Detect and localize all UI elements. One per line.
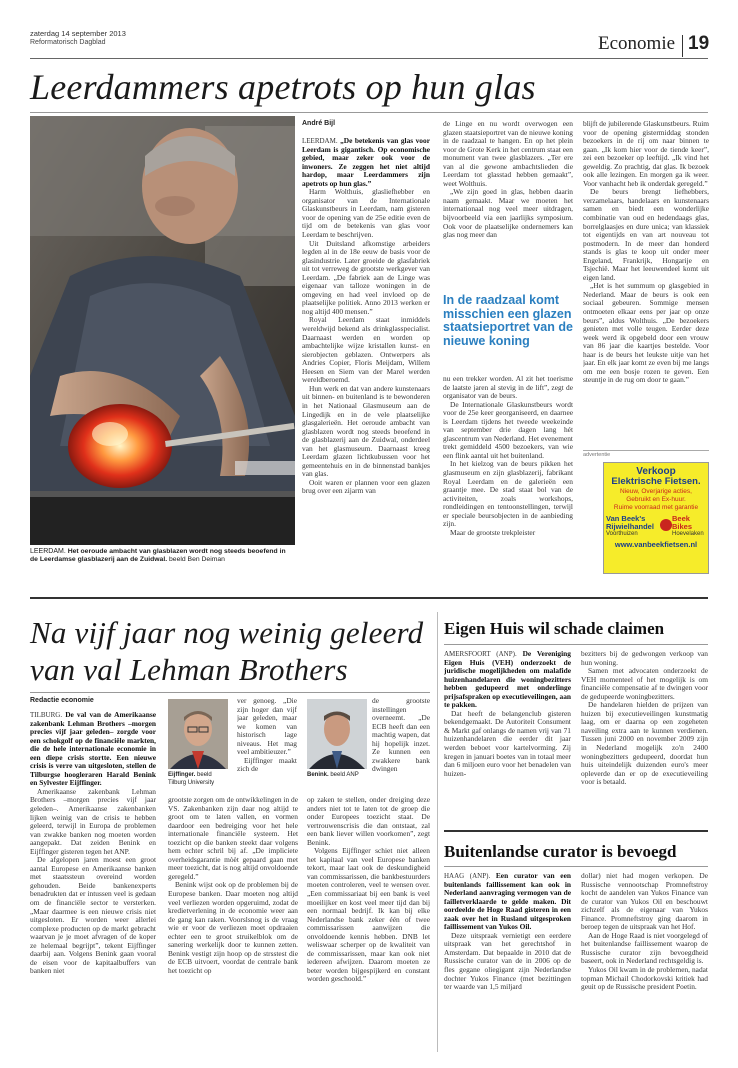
glassblower-photo: [30, 116, 295, 545]
portrait-name: Eijffinger.: [168, 772, 196, 778]
section-divider: [444, 830, 708, 832]
page-number: 19: [688, 33, 710, 54]
pull-quote: In de raadzaal komt misschien een glazen staatsieportret van de nieuwe koning: [443, 293, 573, 348]
dateline: HAAG (ANP).: [444, 872, 491, 880]
article-column-2: [443, 120, 573, 290]
paragraph: Aan de Hoge Raad is niet voorgelegd of het buitenlandse faillissement waarop de Russische curator zijn bevoegdheid baseert, ook in Nederland rechtsgeldig is.: [581, 930, 708, 966]
paragraph: de Linge en nu wordt overwogen een glazen staatsieportret van de nieuwe koning in de raadzaal te hangen. En op het plein voor de Grote Kerk in het centrum staat een monument van twee glasblazers. „Ter ere van al die gewone ambachtslieden die Leerdam tot glasstad hebben gemaakt”, weet Wolthuis.: [443, 120, 573, 188]
photo-caption: [30, 548, 295, 564]
portrait-credit: beeld Tilburg University: [168, 772, 215, 786]
advert-url[interactable]: www.vanbeekfietsen.nl: [614, 540, 698, 549]
shop2-city: Hoevelaken: [672, 531, 704, 537]
article-column-1: [302, 137, 430, 573]
article-column-2: [237, 697, 297, 792]
paragraph: grootste zorgen om de ontwikkelingen in de VS. Zakenbanken zijn daar nog altijd te groot om te laten vallen, en vormen daardoor een bedreiging voor het hele internationale financiële systeem. Het toezicht op die banken steekt daar volgens hem echter schril bij af. „De impliciete overheidsgarantie mòèt gepaard gaan met meer toezicht, dat is nog altijd onvoldoende geregeld.”: [168, 796, 298, 881]
paragraph: Yukos Oil kwam in de problemen, nadat topman Michail Chodorkovski kritiek had geuit op de Russische president Poetin.: [581, 965, 708, 992]
bike-logo: [660, 519, 672, 531]
article-column-3: [583, 120, 709, 445]
paragraph: Benink wijst ook op de problemen bij de Europese banken. Daar moeten nog altijd veel verliezen worden opgeruimd, zodat de kredietverlening in de economie weer aan de gang kan raken. Voorslsnog is de vraag wie er voor de verliezen moet opdraaien echter een te groot struikelblok om de sanering werkelijk door te kunnen zetten. Benink vestigt zijn hoop op de strsstest die de ECB uitvoert, voordat de centrale bank het toezicht op: [168, 880, 298, 975]
paragraph: „We zijn goed in glas, hebben daarin naam gemaakt. Maar we moeten het internationaal nog veel meer uitdragen, bijvoorbeeld via een jaarlijks symposium. Ook voor de plaatselijke ondernemers kan glas nog meer dan: [443, 187, 573, 240]
bike-advert[interactable]: [603, 462, 709, 574]
portrait-name: Benink.: [307, 772, 329, 778]
portrait-caption: [307, 772, 367, 780]
paragraph: Harm Wolthuis, glasliefhebber en organisator van de Internationale Glaskunstbeurs in Leerdam, nam gisteren voor de opening van de 25e editie even de tijd om de betekenis van glas voor Leerdam te beschrijven.: [302, 187, 430, 240]
article-column-2: [581, 650, 708, 810]
byline: Redactie economie: [30, 697, 94, 704]
paragraph: Maar de grootste trekpleister: [450, 527, 536, 537]
article-column-2: [581, 872, 708, 1052]
paragraph: Uit Duitsland afkomstige arbeiders legden al in de 18e eeuw de basis voor de glasindustrie. Later groeide de glasfabriek uit tot verreweg de grootste werkgever van Leerdam. „De fabriek aan de Linge was eigenaar van talloze woningen in de omgeving en had veel invloed op de plaatselijke politiek. Anno 2013 werken er nog altijd 400 mensen.”: [302, 238, 430, 316]
header-paper-name: Reformatorisch Dagblad: [30, 39, 106, 46]
article-lead: Een curator van een buitenlands faillissement kan ook in Nederland aanvraging vermogen van de failletverklaarde te gelde maken. Dit oordeelde de Hoge Raad gisteren in een zaak over het in Rusland uitgesproken faillissement van Yukos Oil.: [444, 872, 571, 932]
paragraph: op zaken te stellen, onder dreiging deze anders niet tot te laten tot de groep die onder Europees toezicht staat. De vertrouwenscrisis die dan ontstaat, zal een bank liever willen voorkomen”, zegt Benink.: [307, 796, 430, 847]
paragraph: nu een trekker worden. Al zit het toerisme de laatste jaren al stevig in de lift”, zegt de organisator van de beurs.: [443, 375, 573, 401]
article-headline: Buitenlandse curator is bevoegd: [444, 842, 677, 861]
headline-rule: [30, 692, 430, 693]
dateline: LEERDAM.: [302, 137, 338, 145]
paragraph: „Het is het summum op glasgebied in Nederland. Maar de beurs is ook een sociaal gebeuren. Sommige mensen ontmoeten elkaar eens per jaar op onze beurs”, aldus Wolthuis. „De bezoekers genieten met volle teugen. Eerder deze week werd ik opgebeld door een vrouw van 86 jaar die kaartjes bestelde. Voor haar is de beurs het leukste uitje van het jaar. En elk jaar komt ze even bij me langs om me een bosje rozen te geven. Een steuntje in de rug om door te gaan.”: [583, 281, 709, 385]
dateline: AMERSFOORT (ANP).: [444, 650, 517, 658]
caption-text: Het oeroude ambacht van glasblazen wordt nog steeds beoefend in de Leerdamse glasblazerij aan de Zuidwal.: [30, 548, 286, 563]
article-column-3b: [307, 796, 430, 1051]
header-divider: [682, 35, 683, 57]
paragraph: Amerikaanse zakenbank Lehman Brothers –morgen precies vijf jaar geleden–. Amerikaanse zakenbanken lijken weinig van de crisis te hebben geleerd, terwijl in Europa de problemen van zwakke banken nog moeten worden aangepakt. Dat zeiden Benink en Eijffinger gisteren tegen het ANP.: [30, 786, 156, 856]
paragraph: In het kielzog van de beurs pikken het glasmuseum en zijn glasblazerij, fabrikant Royal Leerdam en de galerieën een graantje mee. De stad staat bol van de activiteiten, zoals workshops, rondleidingen en tentoonstellingen, terwijl er speciale beursobjecten in de aanbieding zijn.: [443, 459, 573, 529]
shop2-name: Bikes: [672, 522, 693, 531]
paragraph: Deze uitspraak vernietigt een eerdere uitspraak van het gerechtshof in Amsterdam. Dat bepaalde in 2010 dat de Russische curator van de in 2006 op de fles gegane oliegigant zijn Nederlandse dochter Yukos Finance (met bezittingen ter waarde van 1,5 miljard: [444, 930, 571, 992]
header-rule: [30, 58, 708, 59]
advert-line: Ruime voorraad met garantie: [613, 504, 699, 511]
advert-title: Verkoop: [636, 466, 676, 477]
article-column-1: [30, 711, 156, 1051]
section-title: Economie: [598, 33, 676, 54]
caption-credit: beeld Ben Deiman: [169, 556, 225, 563]
headline-rule: [444, 644, 708, 645]
byline: André Bijl: [302, 120, 336, 127]
portrait-caption: [168, 772, 230, 787]
paragraph: Dat heeft de belangenclub gisteren bekendgemaakt. De Autoriteit Consument & Markt gaf onlangs de namen vrij van 71 huizenhandelaren die eerder dit jaar werden beboet voor kartelvorming. Zij kregen in januari boetes van in totaal meer dan 6 miljoen euro voor het benadelen van huizen-: [444, 708, 571, 778]
header-date: zaterdag 14 september 2013: [30, 29, 126, 38]
paragraph: De Internationale Glaskunstbeurs wordt voor de 25e keer georganiseerd, en daarnee is Leerdam tijdens het tweede weekeinde van september drie dagen lang hét glascentrum van Nederland. Het evenement trekt gemiddeld 4500 bezoekers, van wie een flink aantal uit het buitenland.: [443, 399, 573, 460]
article-lead: „De betekenis van glas voor Leerdam is gigantisch. Op economische gebied, maar zeker ook voor de inwoners. Ze zeggen het niet altijd hardop, maar Leerdammers zijn apetrots op hun glas.”: [302, 137, 430, 188]
article-column-2b: [168, 796, 298, 1051]
article-column-2b: [443, 375, 573, 574]
headline-rule: [444, 866, 708, 867]
paragraph: Volgens Eijffinger schiet niet alleen het kapitaal van veel Europese banken tekort, maar laat ook de deskundigheid van commissarissen, die bankbestuurders moeten controleren, veel te wensen over. „Een commissariaat bij een bank is veel moeilijker en kost veel meer tijd dan bij een normaal bedrijf. Ik kan bij elke Nederlandse bank zeker één of twee commissarissen aanwijzen die onvoldoende kennis hebben. DNB let weliswaar scherper op de kwaliteit van de commissarissen, maar kan ook niet iedereen afwijzen. Daarom moeten ze beter worden bijgespijkerd en constant worden geschoold.”: [307, 846, 430, 984]
paragraph: De beurs brengt liefhebbers, verzamelaars, handelaars en kunstenaars samen en biedt een wonderlijke combinatie van oud en hedendaags glas, borrelglaasjes en dure unica; van klassiek tot eigentijds en van art nouveau tot postmodern. In de meer dan honderd stands is glas te koop uit onder meer Engeland, Frankrijk, Hongarije en Tsjechië. Maar het leeuwendeel komt uit eigen land.: [583, 187, 709, 282]
paragraph: Hun werk en dat van andere kunstenaars uit binnen- en buitenland is te bewonderen in het Nationaal Glasmuseum aan de Lingedijk en in de vele plaatselijke glasgalerieën. Het oeroude ambacht van glasblazen wordt nog steeds beoefend in de glasblazerij aan de Zuidwal, onderdeel van het glasmuseum. Daarnaast kreeg Leerdam glazen lichtkubussen voor het gemeentehuis en in de binnenstad bankjes van glas.: [302, 383, 430, 479]
paragraph: De afgelopen jaren moest een groot aantal Europese en Amerikaanse banken met staatssteun overeind worden gehouden. Beide bankenexperts benadrukten dat er intussen veel is gedaan om de financiële sector te versterken. „Maar daarmee is een nieuwe crisis niet uitgesloten. Er worden weer allerlei complexe producten op de markt gebracht waarvan je je moet afvragen of de koper ze helemaal begrijpt”, tekent Eijffinger daarbij aan. Volgens Benink gaan vooral de eisen voor de kapitaalbuffers van banken niet: [30, 855, 156, 976]
article-headline: Eigen Huis wil schade claimen: [444, 619, 665, 638]
article-headline: Leerdammers apetrots op hun glas: [30, 67, 536, 107]
article-column-1: [444, 650, 571, 810]
section-divider: [30, 597, 708, 599]
headline-line: Na vijf jaar nog weinig geleerd: [30, 615, 424, 650]
paragraph: Royal Leerdam staat inmiddels wereldwijd bekend als drinkglasspecialist. Daarnaast werden en worden op ambachtelijke wijze kristallen kunst- en sierobjecten geblazen. Ontwerpers als Andries Copier, Floris Meijdam, Willem Heesen en Siem van der Marel werden wereldberoemd.: [302, 315, 430, 385]
advert-rule: [583, 450, 709, 451]
paragraph: Samen met advocaten onderzoekt de VEH momenteel of het mogelijk is om financiële compensatie af te dwingen voor de gedupeerde woningbezitters.: [581, 666, 708, 701]
advert-label: advertentie: [583, 452, 611, 458]
shop1-name: Rijwielhandel: [606, 522, 654, 531]
paragraph: Eijffinger maakt zich de: [237, 755, 297, 774]
headline-line: van val Lehman Brothers: [30, 652, 348, 687]
portrait-photo: [168, 699, 228, 769]
portrait-photo: [307, 699, 367, 769]
column-divider: [437, 612, 438, 1052]
article-headline: [30, 614, 423, 688]
headline-rule: [30, 112, 708, 113]
dateline: TILBURG.: [30, 711, 63, 719]
paragraph: De handelaren hielden de prijzen van huizen bij executieveilingen kunstmatig laag, om er daarna op een zogeheten naveiling extra aan te kunnen verdienen. Tussen juni 2000 en november 2009 zijn in Nederland mogelijk zo'n 2400 woningbezitters gedupeerd, doordat hun huis uiteindelijk duizenden euro's meer opleverde dan er op de executieveiling voor is betaald.: [581, 700, 708, 787]
paragraph: Ooit waren er plannen voor een glazen brug over een zijarm van: [302, 477, 430, 496]
paragraph: bezitters bij de gedwongen verkoop van hun woning.: [581, 650, 708, 667]
shop1-city: Voorthuizen: [606, 531, 638, 537]
shop1-name: Van Beek's: [606, 514, 646, 523]
article-lead: De val van de Amerikaanse zakenbank Lehman Brothers –morgen precies vijf jaar geleden– zorgde voor een schokgolf op de financiële markten, die de hele internationale economie in een diepe crisis stortte. Een nieuwe crisis is verre van uitgesloten, stellen de Tilburgse hoogleraren Harald Benink en Sylvester Eijffinger.: [30, 711, 156, 788]
article-lead: De Vereniging Eigen Huis (VEH) onderzoekt de juridische mogelijkheden om malafide huizenhandelaren die woningbezitters hebben gedupeerd met onderlinge prijsafspraken op executieveilingen, aan te pakken.: [444, 650, 571, 710]
paragraph: de grootste instellingen overneemt. „De ECB heeft dan een machtig wapen, dat hij hopelijk inzet. Ze kunnen een zwakkere bank dwingen: [372, 697, 430, 774]
caption-place: LEERDAM.: [30, 548, 66, 555]
advert-line: Nieuw, Overjarige acties,: [620, 488, 692, 495]
paragraph: dollar) niet had mogen verkopen. De Russische vennootschap Promneftstroy kocht de aandelen van Yukos Finance van de curator van Yukos Oil en beschouwt zichzelf als de eigenaar van Yukos Finance. Promneftstroy ging daarom in beroep tegen de uitspraak van het Hof.: [581, 872, 708, 932]
article-column-1: [444, 872, 571, 1052]
paragraph: blijft de jubilerende Glaskunstbeurs. Ruim voor de opening gistermiddag stonden bezoekers in de rij om naar binnen te gaan. „Ik kom hier voor de tiende keer”, zei een bezoeker op leeftijd. „Ik vind het geweldig. Zo prachtig, dat glas. Ik bezoek ook alle lezingen. En morgen ga ik weer. Voor vanhacht heb ik onderdak geregeld.”: [583, 120, 709, 188]
shop2-name: Beek: [672, 514, 690, 523]
advert-line: Gebruikt en Ex-huur.: [626, 496, 686, 503]
portrait-credit: beeld ANP: [330, 772, 359, 778]
paragraph: ver genoeg. „Die zijn hoger dan vijf jaar geleden, maar we komen van historisch lage niveaus. Het mag veel ambitieuzer.”: [237, 697, 297, 757]
advert-subtitle: Elektrische Fietsen.: [611, 476, 701, 487]
article-column-3: [372, 697, 430, 792]
